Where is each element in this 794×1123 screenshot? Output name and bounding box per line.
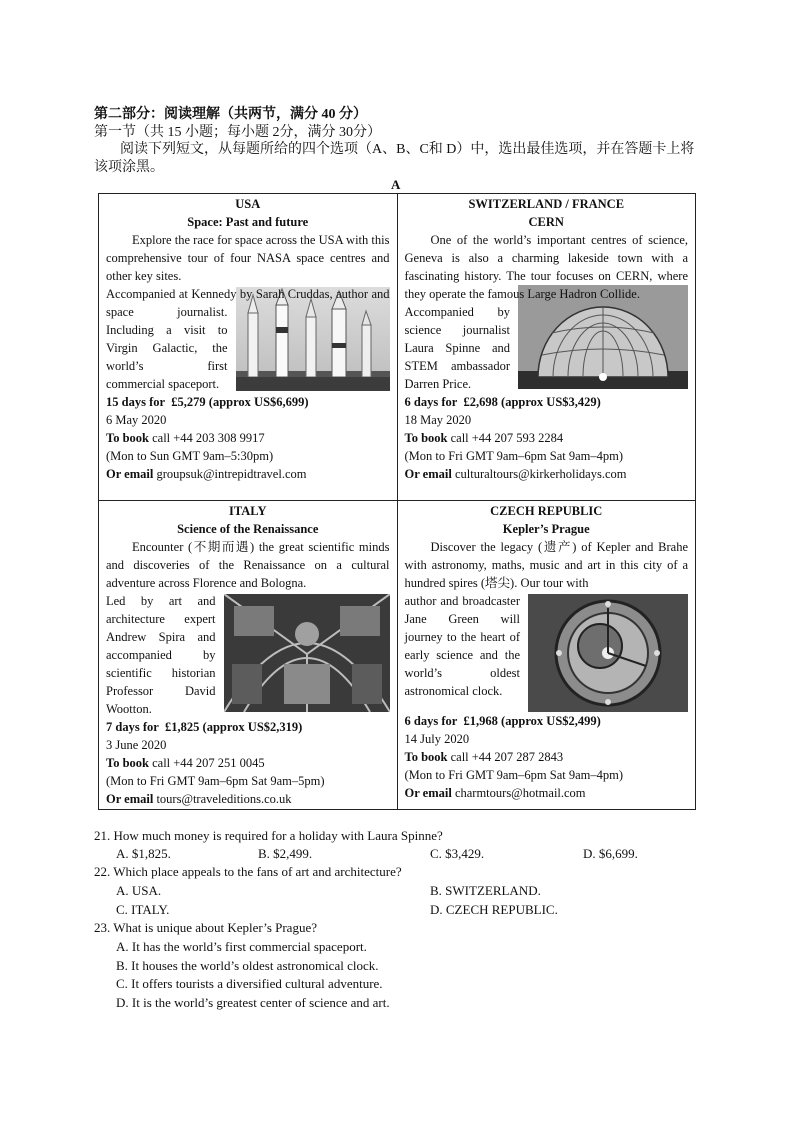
astronomical-clock-photo-icon (528, 594, 688, 712)
question-21: 21. How much money is required for a holiday with Laura Spinne? (94, 828, 443, 843)
ad-guide: Accompanied by science journalist Laura Spinne and STEM ambassador Darren Price. (404, 305, 510, 391)
option[interactable]: C. ITALY. (116, 902, 170, 917)
ad-email[interactable]: tours@traveleditions.co.uk (156, 792, 292, 806)
section-heading: 第一节（共 15 小题；每小题 2分，满分 30分） (94, 125, 381, 140)
email-label: Or email (404, 467, 452, 481)
ad-price-line: 15 days for £5,279 (approx US$6,699) (106, 395, 309, 409)
ad-phone: call +44 207 287 2843 (450, 750, 564, 764)
book-label: To book (404, 431, 448, 445)
ad-date: 3 June 2020 (106, 738, 167, 752)
ad-intro: One of the world’s important centres of science, Geneva is also a charming lakeside town with a fascinating history. The tour focuses on CERN, where they operate the famous Large Hadron Collide. (404, 233, 688, 301)
ad-date: 18 May 2020 (404, 413, 472, 427)
ad-country: CZECH REPUBLIC (490, 504, 603, 518)
option[interactable]: C. $3,429. (430, 846, 485, 861)
ad-price: £1,825 (approx US$2,319) (165, 720, 303, 734)
ad-price-line: 6 days for £1,968 (approx US$2,499) (404, 714, 601, 728)
ad-price-line: 6 days for £2,698 (approx US$3,429) (404, 395, 601, 409)
book-label: To book (106, 756, 149, 770)
option[interactable]: D. It is the world’s greatest center of science and art. (116, 995, 390, 1010)
ad-country: ITALY (228, 504, 267, 518)
ad-phone: call +44 203 308 9917 (152, 431, 265, 445)
ad-country: USA (235, 197, 261, 211)
ad-email[interactable]: groupsuk@intrepidtravel.com (156, 467, 307, 481)
option[interactable]: A. It has the world’s first commercial spaceport. (116, 939, 367, 954)
option[interactable]: D. $6,699. (583, 846, 638, 861)
option[interactable]: B. It houses the world’s oldest astronomical clock. (116, 958, 379, 973)
ad-phone: call +44 207 593 2284 (450, 431, 564, 445)
book-label: To book (106, 431, 149, 445)
ad-guide: Led by art and architecture expert Andrew Spira and accompanied by scientific historian Professor David Wootton. (106, 594, 216, 716)
ad-title: CERN (528, 215, 564, 229)
instructions: 阅读下列短文，从每题所给的四个选项（A、B、C和 D）中，选出最佳选项，并在答题卡上将该项涂黑。 (94, 142, 695, 175)
painted-ceiling-photo-icon (224, 594, 390, 712)
ad-intro: Discover the legacy (遗产) of Kepler and Brahe with astronomy, maths, music and art in this city of a hundred spires (塔尖). Our tour with (404, 540, 688, 590)
question-23: 23. What is unique about Kepler’s Prague? (94, 920, 317, 935)
ad-intro: Encounter (不期而遇) the great scientific minds and discoveries of the Renaissance on a cultural adventure across Florence and Bologna. (106, 540, 390, 590)
ad-intro: Explore the race for space across the USA with this comprehensive tour of four NASA space centres and other key sites. (106, 233, 390, 283)
ad-date: 6 May 2020 (106, 413, 167, 427)
ad-hours: (Mon to Fri GMT 9am–6pm Sat 9am–5pm) (106, 774, 325, 788)
email-label: Or email (404, 786, 452, 800)
email-label: Or email (106, 467, 154, 481)
option[interactable]: B. SWITZERLAND. (430, 883, 541, 898)
option[interactable]: D. CZECH REPUBLIC. (430, 902, 558, 917)
ad-usa (99, 194, 398, 501)
ad-guide: author and broadcaster Jane Green will journey to the heart of early science and the world’s oldest astronomical clock. (404, 594, 520, 698)
ad-email[interactable]: culturaltours@kirkerholidays.com (454, 467, 627, 481)
ad-phone: call +44 207 251 0045 (152, 756, 265, 770)
book-label: To book (404, 750, 448, 764)
ad-switzerland (397, 194, 696, 501)
ad-date: 14 July 2020 (404, 732, 470, 746)
ad-hours: (Mon to Fri GMT 9am–6pm Sat 9am–4pm) (404, 449, 624, 463)
ad-czech (397, 501, 696, 810)
ad-email[interactable]: charmtours@hotmail.com (454, 786, 586, 800)
option[interactable]: C. It offers tourists a diversified cultural adventure. (116, 976, 383, 991)
ad-price: £1,968 (approx US$2,499) (463, 714, 601, 728)
ad-hours: (Mon to Fri GMT 9am–6pm Sat 9am–4pm) (404, 768, 624, 782)
option[interactable]: B. $2,499. (258, 846, 313, 861)
ad-hours: (Mon to Sun GMT 9am–5:30pm) (106, 449, 274, 463)
ads-table (98, 193, 696, 810)
ad-guide: Accompanied at Kennedy by Sarah Cruddas, author and space journalist. Including a visit to Virgin Galactic, the world’s first commercial spaceport. (106, 287, 390, 391)
ad-price: £5,279 (approx US$6,699) (171, 395, 309, 409)
question-22: 22. Which place appeals to the fans of art and architecture? (94, 864, 402, 879)
ad-italy (99, 501, 398, 810)
ad-title: Science of the Renaissance (177, 522, 319, 536)
option[interactable]: A. USA. (116, 883, 162, 898)
ad-price: £2,698 (approx US$3,429) (463, 395, 601, 409)
email-label: Or email (106, 792, 154, 806)
ad-price-line: 7 days for £1,825 (approx US$2,319) (106, 720, 303, 734)
part-heading: 第二部分：阅读理解（共两节，满分 40 分） (94, 107, 367, 122)
passage-label: A (391, 177, 401, 192)
ad-title: Kepler’s Prague (502, 522, 590, 536)
ad-title: Space: Past and future (187, 215, 309, 229)
ad-country: SWITZERLAND / FRANCE (468, 197, 625, 211)
option[interactable]: A. $1,825. (116, 846, 171, 861)
